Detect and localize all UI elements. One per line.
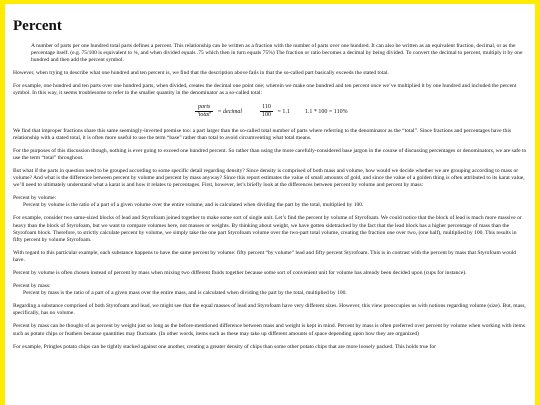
paragraph: Percent by volume is often chosen instead of percent by mass when mixing two different fluids together because some sort of convenient unit for volume has already been decided upon (cups for instance). (13, 269, 467, 276)
definition-heading-volume: Percent by volume: (13, 195, 57, 202)
paragraph: We find that improper fractions share this same seemingly-inverted premise too: a part larger than the so-called total number of parts where referring to the denominator as the “total”. Since fractions and percentages have this relationship with a stated total, it is often more useful to use the term “base” rather than total to avoid circumventing what total means. (13, 127, 512, 141)
paragraph: For the purposes of this discussion though, nothing is ever going to exceed one hundred percent. So rather than using the more carefully-considered base jargon in the course of discussing percentages or denominators, we are safe to use the term “total” throughout. (13, 147, 527, 161)
paragraph: For example, consider two same-sized blocks of lead and Styrofoam joined together to make some sort of single unit. Let’s find the percent by volume of Styrofoam. We could notice that the block of lead is much more massive or heavy than the block of Styrofoam, but we want to compare volumes here, not masses or weights. By thinking about weight, we have gotten sidetracked by the fact that the lead block has a higher percentage of mass than the Styrofoam block. Therefore, to strictly calculate percent by volume, we simply take the one part Styrofoam volume over the two-part total volume, creating the fraction one over two, (one half), multiplied by 100. This results in fifty percent by volume Styrofoam. (13, 215, 522, 243)
paragraph: For example, Pringles potato chips can be tightly stacked against one another, creating a greater density of chips than some other potato chips that are more loosely packed. This holds true for (13, 343, 436, 350)
paragraph: Regarding a substance comprised of both Styrofoam and lead, we might see that the equal masses of lead and Styrofoam have very different sizes. However, this view preoccupies us with notions regarding volume (size). But, mass, specifically, has no volume. (13, 303, 526, 317)
paragraph: But what if the parts in question need to be grouped according to some specific detail regarding density? Since density is comprised of both mass and volume, how would we decide whether we are grouping according to mass or volume? And what is the difference between percent by volume and percent by mass anyway? Since this report estimates the value of small amounts of gold, and since the value of a golden thing is often attributed to its karat value, we’ll need to ultimately understand what a karat is and how it relates to percentages. First, however, let’s briefly look at the differences between percent by volume and percent by mass: (13, 167, 525, 189)
definition-body-volume: Percent by volume is the ratio of a part of a given volume over the entire volume, and is calculated when dividing the part by the total, multiplied by 100. (23, 202, 364, 209)
parts-over-total-fraction (195, 104, 213, 119)
paragraph: For example, one hundred and ten parts over one hundred parts, when divided, creates the decimal one point one; wherein we make one hundred and ten percent once we’ve multiplied it by one hundred and included the percent symbol. In this way, it seems troublesome to refer to the smaller quantity in the denominator as a so-called total: (13, 83, 517, 97)
intro-paragraph: A number of parts per one hundred total parts defines a percent. This relationship can be written as a fraction with the number of parts over one hundred. It can also be written as an equivalent fraction, decimal, or as the percentage itself. (e.g. 75/100 is equivalent to ¾, and when divided equals .75 which then in turn equals 75%) The fraction or ratio becomes a decimal by being divided. To convert the decimal to percent, multiply it by one hundred and then add the percent symbol. (31, 43, 523, 64)
product-expression: 1.1 * 100 = 110% (304, 108, 348, 115)
paragraph: With regard to this particular example, each substance happens to have the same percent by volume: fifty percent “by volume” lead and fifty percent Styrofoam. This is in contrast with the percent by mass that Styrofoam would have. (13, 249, 517, 263)
example-fraction (260, 104, 273, 119)
fraction-numerator: parts (195, 104, 213, 112)
definition-body-mass: Percent by mass is the ratio of a part of a given mass over the entire mass, and is calculated when dividing the part by the total, multiplied by 100. (23, 290, 347, 297)
paragraph: Percent by mass can be thought of as percent by weight just so long as the before-mentioned difference between mass and weight is kept in mind. Percent by mass is often preferred over percent by volume when working with items such as potato chips or feathers because quantities may fluctuate. (In other words, items such as these may take up different amounts of space depending upon how they are organized) (13, 323, 525, 337)
percent-formula (13, 104, 527, 119)
equals-value: = 1.1 (277, 108, 290, 115)
fraction-numerator: 110 (260, 104, 273, 112)
definition-heading-mass: Percent by mass: (13, 283, 51, 290)
document-page (5, 4, 535, 405)
page-title: Percent (13, 18, 62, 34)
equals-decimal: = decimal (217, 108, 243, 115)
paragraph: However, when trying to describe what one hundred and ten percent is, we find that the description above fails in that the so-called part basically exceeds the stated total. (13, 70, 389, 77)
fraction-denominator: 100 (262, 111, 272, 118)
fraction-denominator: 'total' (197, 111, 211, 118)
